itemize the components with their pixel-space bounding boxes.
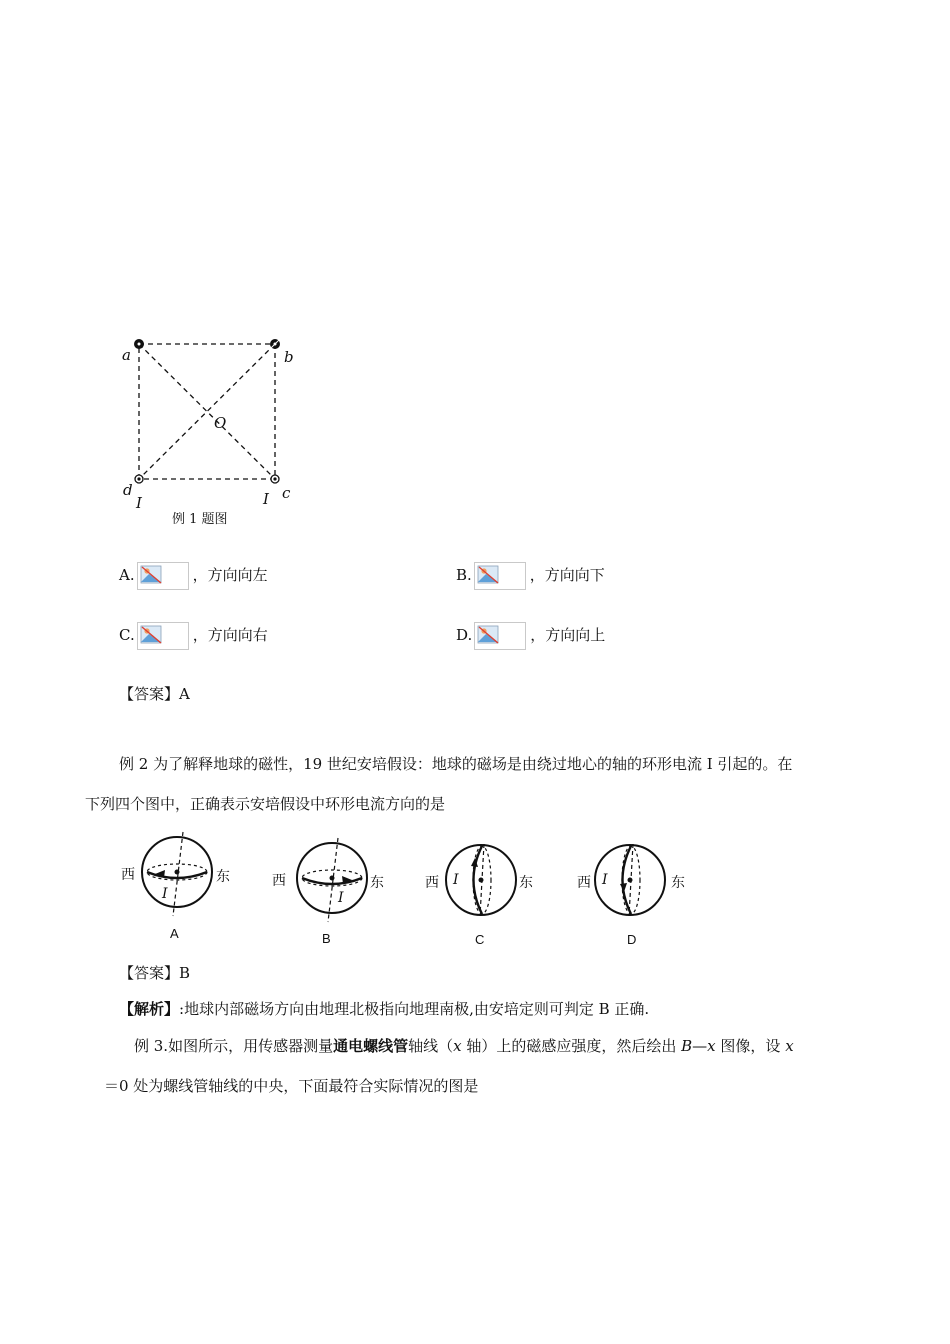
label-a: a [122, 346, 131, 364]
west-label: 西 [425, 875, 439, 891]
east-label: 东 [216, 869, 230, 885]
wire-c [271, 475, 279, 483]
label-current-d: I [136, 494, 142, 512]
example-3-mid2: 轴）上的磁感应强度，然后绘出 [461, 1037, 682, 1055]
option-d-text: ，方向向上 [530, 626, 606, 644]
var-x: x [453, 1037, 462, 1055]
panel-letter: D [627, 932, 637, 947]
option-d-label: D. [456, 626, 473, 644]
wire-a [134, 339, 144, 349]
analysis-2 [119, 999, 649, 1019]
analysis-body: :地球内部磁场方向由地理北极指向地理南极,由安培定则可判定 B 正确. [179, 1000, 650, 1018]
wire-d [135, 475, 143, 483]
example-3-mid3: 图像，设 [715, 1037, 786, 1055]
option-a-label: A. [119, 566, 135, 584]
option-c-label: C. [119, 626, 135, 644]
example-3-bold: 通电螺线管 [333, 1037, 409, 1055]
earth-panel-c[interactable] [425, 828, 545, 948]
current-label: I [162, 886, 168, 902]
var-x: x [785, 1037, 794, 1055]
example-2-line-2: 下列四个图中，正确表示安培假设中环形电流方向的是 [85, 795, 446, 813]
west-label: 西 [577, 875, 591, 891]
answer-1: 【答案】A [119, 685, 190, 703]
current-label: I [338, 890, 344, 906]
earth-panel-a[interactable] [115, 828, 235, 948]
broken-image-icon [474, 622, 526, 650]
option-d[interactable] [456, 622, 605, 650]
panel-letter: B [322, 931, 331, 946]
var-x: x [707, 1037, 716, 1055]
analysis-heading: 【解析】 [119, 1000, 180, 1018]
example-3-prefix: 例 3.如图所示，用传感器测量 [134, 1037, 334, 1055]
label-c: c [282, 484, 291, 502]
figure-1-caption: 例 1 题图 [172, 512, 228, 527]
label-b: b [284, 348, 294, 366]
example-2-line-1: 例 2 为了解释地球的磁性，19 世纪安培假设：地球的磁场是由绕过地心的轴的环形电流 I 引起的。在 [119, 755, 793, 773]
panel-letter: C [475, 932, 485, 947]
example-3-mid: 轴线（ [408, 1037, 454, 1055]
answer-2: 【答案】B [119, 964, 191, 982]
east-label: 东 [370, 875, 384, 891]
earth-panel-d[interactable] [575, 828, 695, 948]
current-label: I [453, 872, 459, 888]
broken-image-icon [137, 622, 189, 650]
west-label: 西 [272, 873, 286, 889]
option-b-label: B. [456, 566, 472, 584]
example-3-line-1 [134, 1036, 794, 1056]
label-o: O [214, 414, 227, 432]
label-d: d [123, 481, 133, 499]
current-label: I [602, 872, 608, 888]
option-c[interactable] [119, 622, 268, 650]
option-a-text: ，方向向左 [192, 566, 268, 584]
panel-letter: A [170, 926, 179, 941]
broken-image-icon [137, 562, 189, 590]
option-b[interactable] [456, 562, 605, 590]
example-3-line-2: ＝0 处为螺线管轴线的中央，下面最符合实际情况的图是 [104, 1077, 479, 1095]
figure-1 [110, 330, 310, 530]
var-b: B [681, 1037, 693, 1055]
broken-image-icon [474, 562, 526, 590]
east-label: 东 [519, 875, 533, 891]
west-label: 西 [121, 867, 135, 883]
dash: — [692, 1037, 708, 1055]
earth-panel-b[interactable] [270, 828, 390, 948]
option-c-text: ，方向向右 [192, 626, 268, 644]
east-label: 东 [671, 875, 685, 891]
option-a[interactable] [119, 562, 268, 590]
label-current-c: I [263, 490, 269, 508]
option-b-text: ，方向向下 [529, 566, 605, 584]
wire-b [270, 339, 280, 349]
